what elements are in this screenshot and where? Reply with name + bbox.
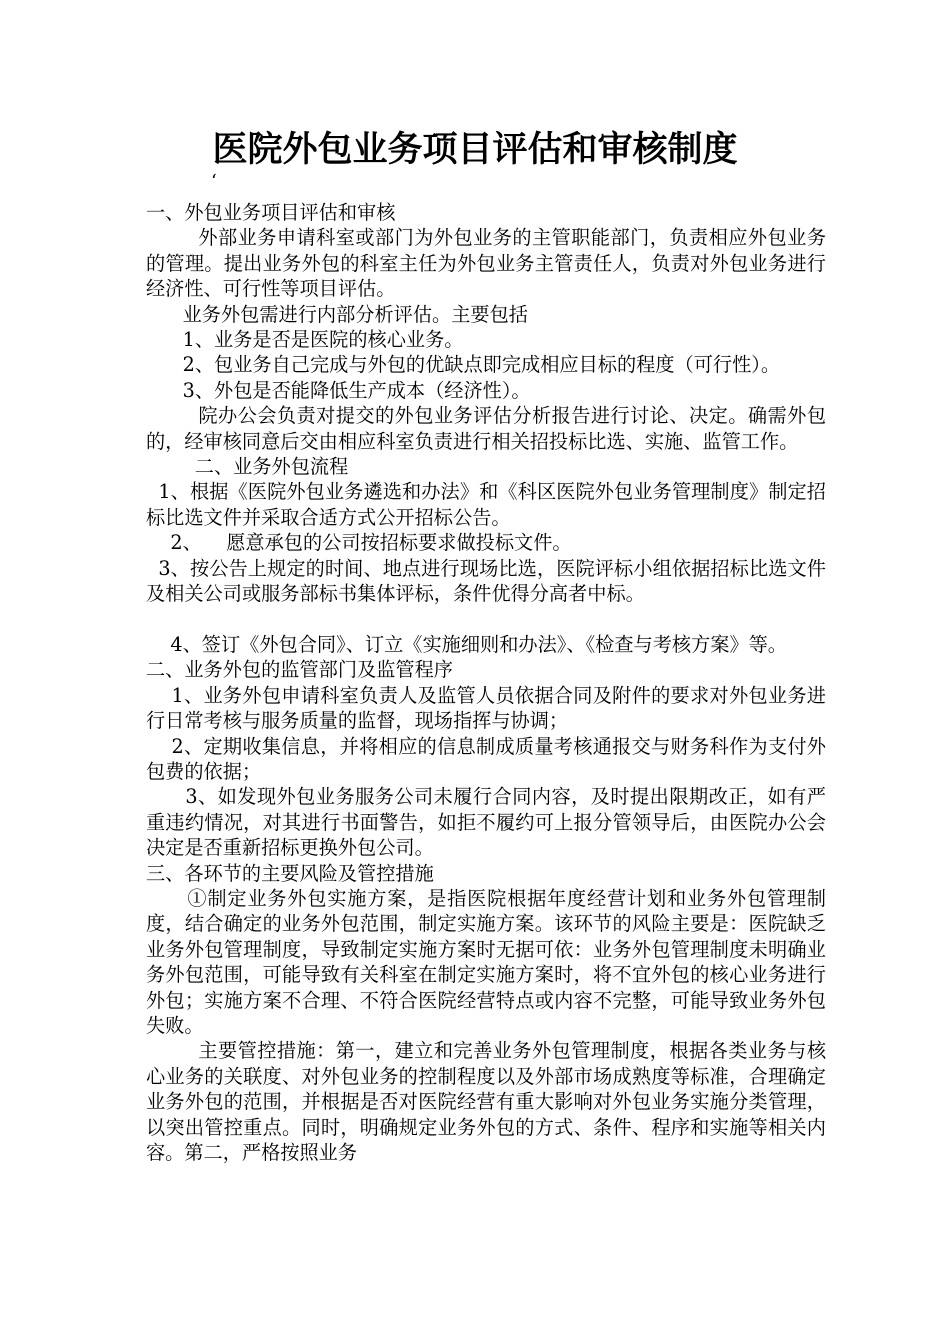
body-paragraph: 外部业务申请科室或部门为外包业务的主管职能部门，负责相应外包业务的管理。提出业务外包的科室主任为外包业务主管责任人，负责对外包业务进行经济性、可行性等项目评估。 bbox=[146, 226, 827, 301]
body-paragraph: 3、外包是否能降低生产成本（经济性）。 bbox=[146, 378, 531, 402]
body-paragraph: 1、业务外包申请科室负责人及监管人员依据合同及附件的要求对外包业务进行日常考核与服务质量的监督，现场指挥与协调； bbox=[146, 683, 826, 733]
body-paragraph: 3、如发现外包业务服务公司未履行合同内容，及时提出限期改正，如有严重违约情况，对其进行书面警告，如拒不履约可上报分管领导后，由医院办公会决定是否重新招标更换外包公司。 bbox=[146, 785, 826, 860]
body-paragraph: 三、各环节的主要风险及管控措施 bbox=[146, 861, 434, 885]
body-paragraph: 主要管控措施：第一，建立和完善业务外包管理制度，根据各类业务与核心业务的关联度、对外包业务的控制程度以及外部市场成熟度等标准，合理确定业务外包的范围，并根据是否对医院经营有重大影响对外包业务实施分类管理，以突出管控重点。同时，明确规定业务外包的方式、条件、程序和实施等相关内容。第二，严格按照业务 bbox=[146, 1039, 827, 1165]
body-paragraph: 3、按公告上规定的时间、地点进行现场比选，医院评标小组依据招标比选文件及相关公司或服务部标书集体评标，条件优得分高者中标。 bbox=[146, 556, 826, 606]
body-paragraph bbox=[146, 607, 826, 632]
body-paragraph: 2、定期收集信息，并将相应的信息制成质量考核通报交与财务科作为支付外包费的依据； bbox=[146, 734, 826, 783]
body-paragraph: 1、根据《医院外包业务遴选和办法》和《科区医院外包业务管理制度》制定招标比选文件并采取合适方式公开招标公告。 bbox=[146, 480, 826, 529]
document-body bbox=[146, 200, 826, 1165]
body-paragraph: 二、业务外包的监管部门及监管程序 bbox=[146, 658, 453, 682]
body-paragraph: 2、 愿意承包的公司按招标要求做投标文件。 bbox=[146, 531, 572, 555]
body-paragraph: 4、签订《外包合同》、订立《实施细则和办法》、《检查与考核方案》等。 bbox=[146, 632, 787, 656]
body-paragraph: ①制定业务外包实施方案，是指医院根据年度经营计划和业务外包管理制度，结合确定的业务外包范围，制定实施方案。该环节的风险主要是：医院缺乏业务外包管理制度，导致制定实施方案时无据可依：业务外包管理制度未明确业务外包范围，可能导致有关科室在制定实施方案时，将不宜外包的核心业务进行外包；实施方案不合理、不符合医院经营特点或内容不完整，可能导致业务外包失败。 bbox=[146, 886, 826, 1037]
body-paragraph: 二、业务外包流程 bbox=[146, 455, 349, 479]
body-paragraph: 一、外包业务项目评估和审核 bbox=[146, 201, 396, 224]
body-paragraph: 2、包业务自己完成与外包的优缺点即完成相应目标的程度（可行性）。 bbox=[146, 353, 781, 377]
stray-mark: ‘ bbox=[211, 171, 217, 192]
body-paragraph: 1、业务是否是医院的核心业务。 bbox=[146, 328, 464, 352]
body-paragraph: 院办公会负责对提交的外包业务评估分析报告进行讨论、决定。确需外包的，经审核同意后交由相应科室负责进行相关招投标比选、实施、监管工作。 bbox=[146, 404, 827, 453]
document-title: 医院外包业务项目评估和审核制度 bbox=[212, 129, 738, 170]
body-paragraph: 业务外包需进行内部分析评估。主要包括 bbox=[146, 302, 528, 326]
